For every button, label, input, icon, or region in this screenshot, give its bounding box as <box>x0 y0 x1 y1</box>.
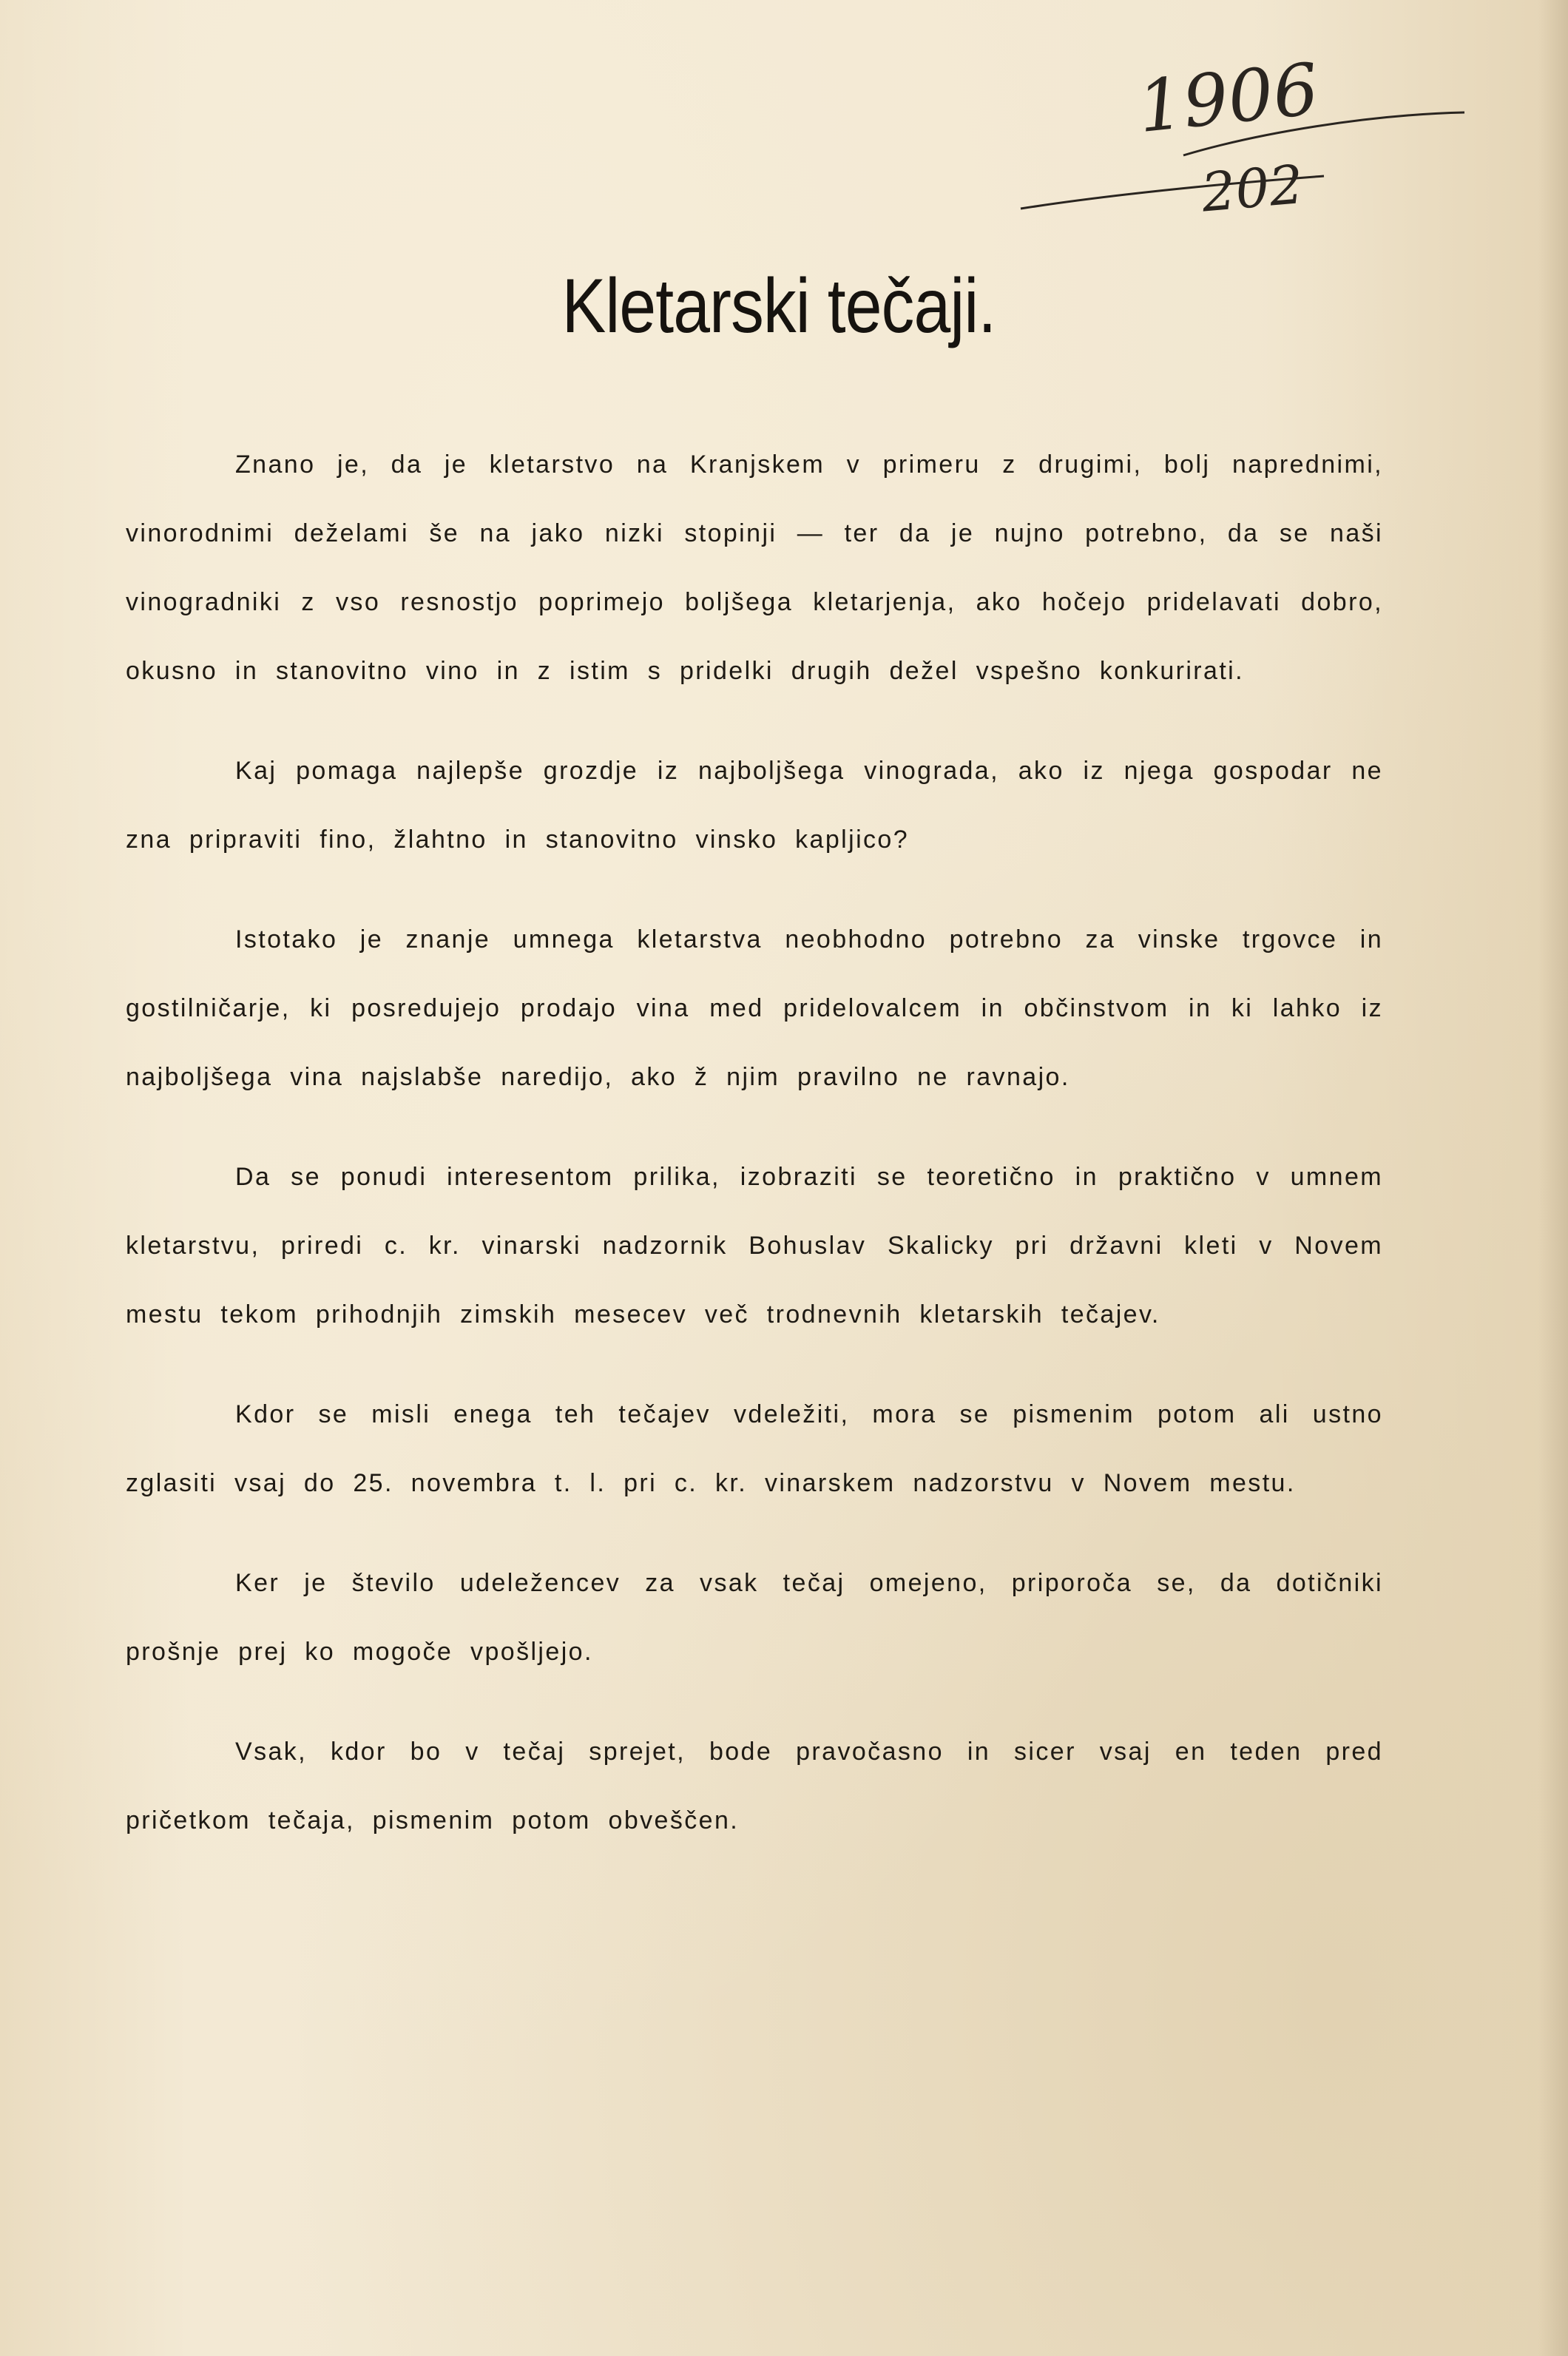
paragraph-2: Kaj pomaga najlepše grozdje iz najboljšega vinograda, ako iz njega gospodar ne zna pripraviti fino, žlahtno in stanovitno vinsko kapljico? <box>126 757 1383 854</box>
annotation-number: 202 <box>1199 152 1306 224</box>
paragraph-1: Znano je, da je kletarstvo na Kranjskem v primeru z drugimi, bolj naprednimi, vinorodnimi deželami še na jako nizki stopinji — ter da je nujno potrebno, da se naši vinogradniki z vso resnostjo poprimejo boljšega kletarjenja, ako hočejo pridelavati dobro, okusno in stanovitno vino in z istim s pridelki drugih dežel vspešno konkurirati. <box>126 450 1383 685</box>
paper-edge-shadow <box>1538 0 1568 2356</box>
handwritten-annotation-svg <box>1013 44 1487 237</box>
document-title: Kletarski tečaji. <box>561 263 996 349</box>
paragraph-4: Da se ponudi interesentom prilika, izobraziti se teoretično in praktično v umnem kletarstvu, priredi c. kr. vinarski nadzornik Bohuslav Skalicky pri državni kleti v Novem mestu tekom prihodnjih zimskih mesecev več trodnevnih kletarskih tečajev. <box>126 1163 1383 1329</box>
paragraph-3: Istotako je znanje umnega kletarstva neobhodno potrebno za vinske trgovce in gostilničarje, ki posredujejo prodajo vina med pridelovalcem in občinstvom in ki lahko iz najboljšega vina najslabše naredijo, ako ž njim pravilno ne ravnajo. <box>126 925 1383 1091</box>
annotation-year: 1906 <box>1134 47 1322 149</box>
handwritten-annotation <box>1013 44 1487 237</box>
document-body <box>126 431 1383 1886</box>
paragraph-7: Vsak, kdor bo v tečaj sprejet, bode pravočasno in sicer vsaj en teden pred pričetkom tečaja, pismenim potom obveščen. <box>126 1738 1383 1834</box>
paragraph-5: Kdor se misli enega teh tečajev vdeležiti, mora se pismenim potom ali ustno zglasiti vsaj do 25. novembra t. l. pri c. kr. vinarskem nadzorstvu v Novem mestu. <box>126 1400 1383 1497</box>
paragraph-6: Ker je število udeležencev za vsak tečaj omejeno, priporoča se, da dotičniki prošnje prej ko mogoče vpošljejo. <box>126 1569 1383 1666</box>
